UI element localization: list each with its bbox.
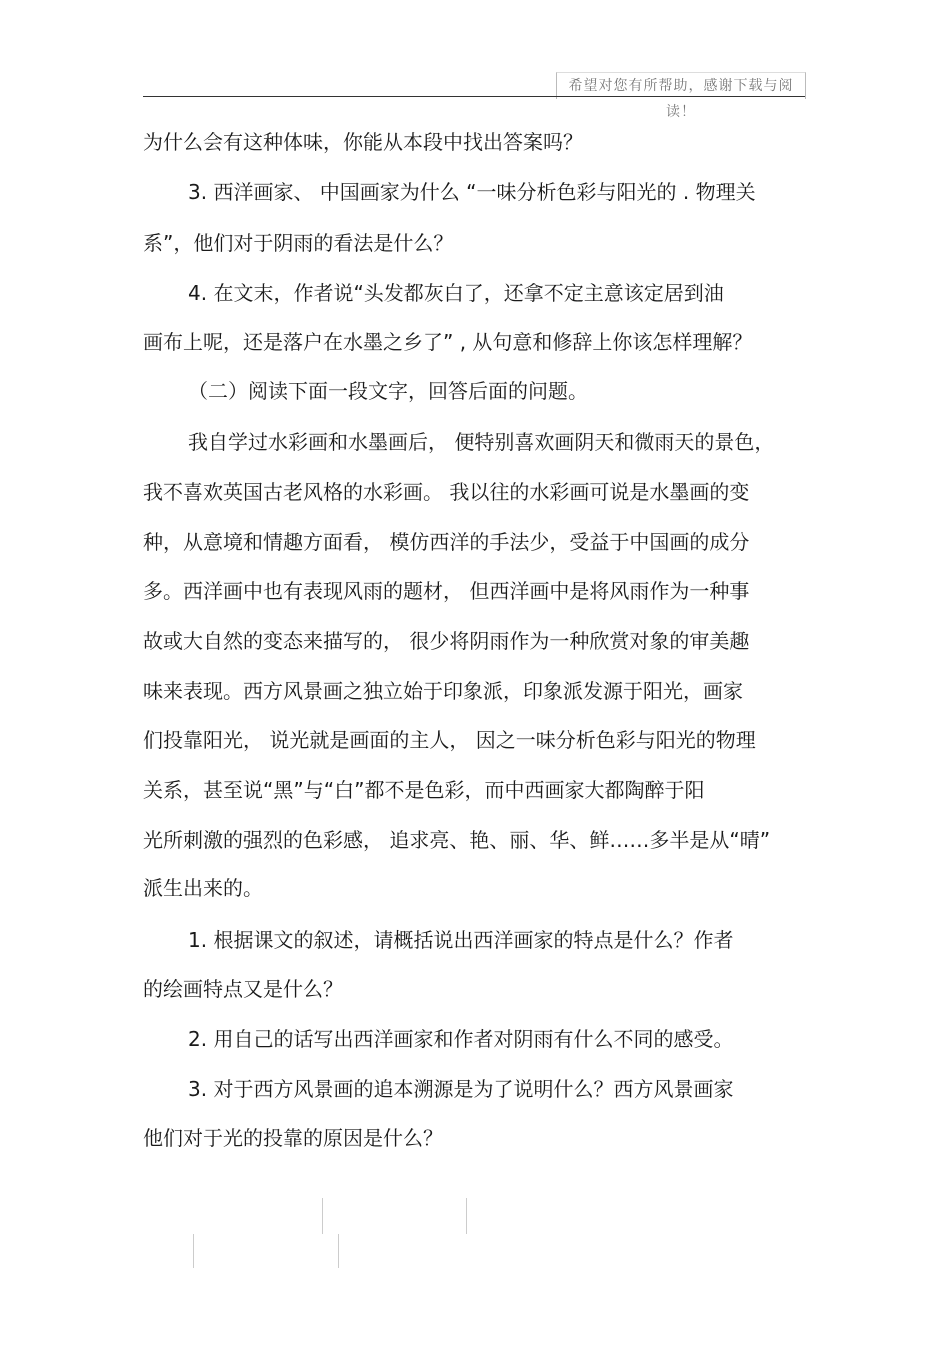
text-line: 我自学过水彩画和水墨画后， 便特别喜欢画阴天和微雨天的景色，: [188, 430, 775, 454]
header-rule: [143, 96, 805, 97]
text-line: 他们对于光的投靠的原因是什么？: [143, 1126, 443, 1150]
text-line: 1. 根据课文的叙述，请概括说出西洋画家的特点是什么？作者: [188, 928, 734, 952]
text-line: 种，从意境和情趣方面看， 模仿西洋的手法少，受益于中国画的成分: [143, 530, 750, 554]
scan-artifact-line: [193, 1234, 194, 1268]
section-heading: （二）阅读下面一段文字，回答后面的问题。: [188, 379, 588, 403]
text-line: 故或大自然的变态来描写的， 很少将阴雨作为一种欣赏对象的审美趣: [143, 629, 750, 653]
text-line: 2. 用自己的话写出西洋画家和作者对阴雨有什么不同的感受。: [188, 1027, 734, 1051]
text-line: 我不喜欢英国古老风格的水彩画。 我以往的水彩画可说是水墨画的变: [143, 480, 750, 504]
text-line: 味来表现。西方风景画之独立始于印象派，印象派发源于阳光，画家: [143, 679, 743, 703]
header-note: 希望对您有所帮助，感谢下载与阅读！: [556, 72, 806, 99]
text-line: 派生出来的。: [143, 876, 263, 900]
scan-artifact-line: [338, 1234, 339, 1268]
text-line: 4. 在文末，作者说“头发都灰白了，还拿不定主意该定居到油: [188, 281, 724, 305]
text-line: 多。西洋画中也有表现风雨的题材， 但西洋画中是将风雨作为一种事: [143, 579, 750, 603]
text-line: 的绘画特点又是什么？: [143, 977, 343, 1001]
scan-artifact-line: [322, 1198, 323, 1234]
text-line: 系”，他们对于阴雨的看法是什么？: [143, 231, 454, 255]
text-line: 关系，甚至说“黑”与“白”都不是色彩，而中西画家大都陶醉于阳: [143, 778, 705, 802]
text-line: 为什么会有这种体味，你能从本段中找出答案吗？: [143, 130, 583, 154]
text-line: 3. 对于西方风景画的追本溯源是为了说明什么？西方风景画家: [188, 1077, 734, 1101]
scan-artifact-line: [466, 1198, 467, 1234]
text-line: 光所刺激的强烈的色彩感， 追求亮、艳、丽、华、鲜……多半是从“晴”: [143, 828, 771, 852]
text-line: 3. 西洋画家、 中国画家为什么 “一味分析色彩与阳光的 . 物理关: [188, 180, 756, 204]
text-line: 们投靠阳光， 说光就是画面的主人， 因之一味分析色彩与阳光的物理: [143, 728, 756, 752]
text-line: 画布上呢，还是落户在水墨之乡了” , 从句意和修辞上你该怎样理解？: [143, 330, 753, 354]
